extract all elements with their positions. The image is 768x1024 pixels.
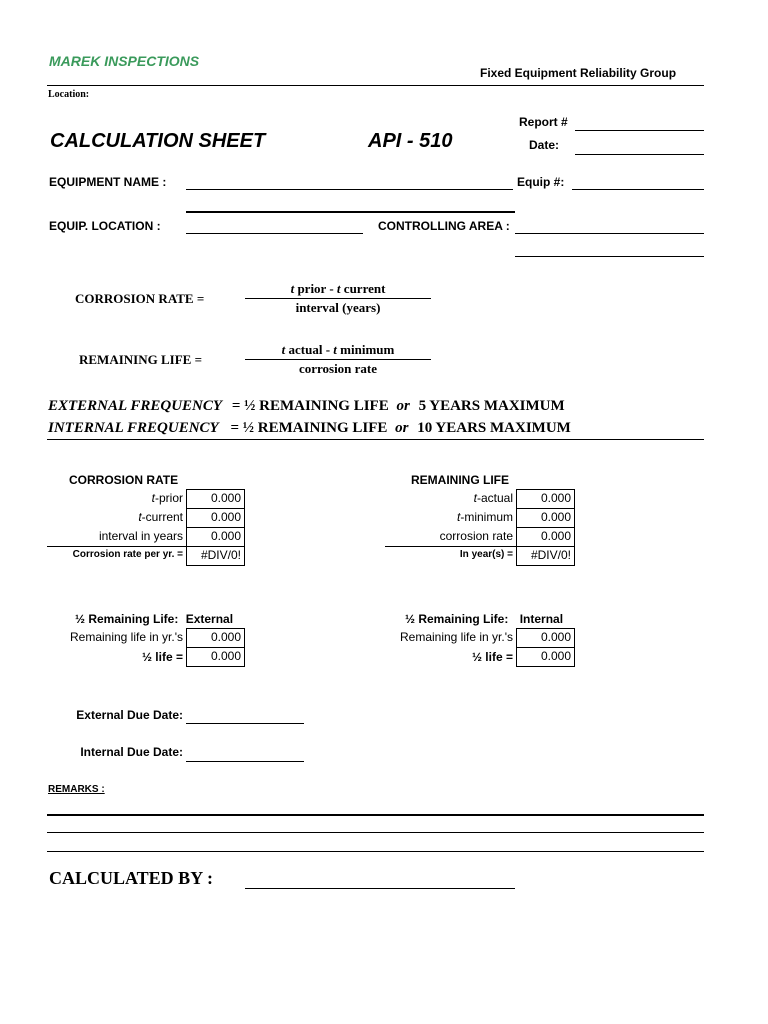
internal-frequency-equation: = ½ REMAINING LIFE (230, 420, 388, 436)
remarks-line-1[interactable] (47, 814, 704, 816)
t-symbol: t (138, 510, 142, 524)
equipment-name-label: EQUIPMENT NAME : (49, 175, 167, 189)
remaining-life-result-label: In year(s) = (459, 549, 513, 560)
internal-frequency-label: INTERNAL FREQUENCY (48, 420, 219, 436)
internal-remaining-life-value: 0.000 (516, 628, 575, 648)
equipment-name-line-2 (186, 211, 515, 213)
internal-half-life-heading (405, 612, 563, 626)
remaining-life-section-title: REMAINING LIFE (411, 473, 509, 487)
internal-due-date-field[interactable] (186, 749, 304, 762)
label-text: -actual (476, 491, 513, 505)
t-symbol: t (336, 281, 341, 296)
rl-corrosion-rate-label: corrosion rate (439, 529, 513, 543)
t-symbol: t (151, 491, 155, 505)
remarks-line-3[interactable] (47, 851, 704, 852)
remarks-label: REMARKS : (48, 784, 105, 795)
internal-half-life-label: ½ life = (471, 650, 513, 664)
remaining-life-denominator: corrosion rate (298, 361, 378, 376)
remaining-life-fraction-bar (245, 359, 431, 360)
external-remaining-life-label: Remaining life in yr.'s (69, 630, 183, 644)
external-half-life-heading (75, 612, 233, 626)
t-symbol: t (290, 281, 295, 296)
equip-number-label: Equip #: (517, 175, 565, 189)
t-actual-value[interactable]: 0.000 (516, 489, 575, 509)
half-life-label: ½ Remaining Life: (405, 612, 509, 626)
external-due-date-label: External Due Date: (76, 708, 183, 722)
corrosion-rate-numerator (245, 281, 431, 297)
half-life-label: ½ Remaining Life: (75, 612, 179, 626)
equip-number-field[interactable] (572, 177, 704, 190)
corrosion-rate-formula-label: CORROSION RATE = (75, 291, 205, 306)
t-current-value[interactable]: 0.000 (186, 508, 245, 528)
internal-frequency-max: 10 YEARS MAXIMUM (417, 420, 571, 436)
t-symbol: t (473, 491, 477, 505)
external-remaining-life-value: 0.000 (186, 628, 245, 648)
date-field[interactable] (575, 142, 704, 155)
or-text: or (396, 398, 410, 414)
equip-location-field[interactable] (186, 221, 363, 234)
external-frequency-rule (48, 398, 565, 415)
remarks-line-2[interactable] (47, 832, 704, 833)
label-text: -prior (154, 491, 183, 505)
report-label: Report # (519, 115, 568, 129)
rl-corrosion-rate-value[interactable]: 0.000 (516, 527, 575, 547)
external-frequency-max: 5 YEARS MAXIMUM (418, 398, 565, 414)
location-label: Location: (48, 89, 90, 100)
date-label: Date: (529, 138, 560, 152)
external-frequency-label: EXTERNAL FREQUENCY (48, 398, 223, 414)
controlling-area-label: CONTROLLING AREA : (378, 219, 510, 233)
controlling-area-field[interactable] (515, 221, 704, 234)
t-prior-label (47, 491, 183, 505)
numerator-text: prior - (294, 281, 337, 296)
or-text: or (395, 420, 409, 436)
internal-frequency-rule (48, 420, 571, 437)
frequency-divider (47, 439, 704, 440)
t-actual-label (386, 491, 513, 505)
report-number-field[interactable] (575, 118, 704, 131)
internal-type: Internal (519, 612, 564, 626)
numerator-text: actual - (285, 342, 334, 357)
calculated-by-label: CALCULATED BY : (49, 868, 214, 888)
corrosion-rate-result-label: Corrosion rate per yr. = (72, 549, 183, 560)
t-symbol: t (333, 342, 337, 357)
corrosion-rate-result: #DIV/0! (186, 546, 245, 566)
company-name: MAREK INSPECTIONS (49, 53, 200, 69)
remaining-life-result: #DIV/0! (516, 546, 575, 566)
api-code: API - 510 (368, 130, 453, 152)
t-prior-value[interactable]: 0.000 (186, 489, 245, 509)
internal-remaining-life-label: Remaining life in yr.'s (399, 630, 513, 644)
numerator-text: minimum (336, 342, 395, 357)
t-symbol: t (456, 510, 461, 524)
interval-value[interactable]: 0.000 (186, 527, 245, 547)
header-divider (47, 85, 704, 86)
internal-due-date-label: Internal Due Date: (80, 745, 183, 759)
external-half-life-value: 0.000 (186, 647, 245, 667)
controlling-area-line-2 (515, 256, 704, 257)
external-type: External (185, 612, 234, 626)
external-due-date-field[interactable] (186, 711, 304, 724)
equipment-name-field[interactable] (186, 177, 513, 190)
t-symbol: t (281, 342, 286, 357)
corrosion-rate-section-title: CORROSION RATE (69, 473, 179, 487)
label-text: -minimum (460, 510, 513, 524)
interval-label: interval in years (98, 529, 183, 543)
t-minimum-value[interactable]: 0.000 (516, 508, 575, 528)
page-title: CALCULATION SHEET (50, 130, 266, 152)
external-frequency-equation: = ½ REMAINING LIFE (231, 398, 389, 414)
label-text: -current (141, 510, 183, 524)
calculated-by-field[interactable] (245, 876, 515, 889)
corrosion-rate-denominator: interval (years) (295, 300, 381, 315)
corrosion-rate-fraction-bar (245, 298, 431, 299)
t-current-label (47, 510, 183, 524)
equip-location-label: EQUIP. LOCATION : (49, 219, 161, 233)
remaining-life-formula-label: REMAINING LIFE = (79, 352, 202, 367)
group-name: Fixed Equipment Reliability Group (480, 66, 677, 80)
numerator-text: current (340, 281, 386, 296)
external-half-life-label: ½ life = (141, 650, 183, 664)
internal-half-life-value: 0.000 (516, 647, 575, 667)
remaining-life-numerator (245, 342, 431, 358)
t-minimum-label (386, 510, 513, 524)
